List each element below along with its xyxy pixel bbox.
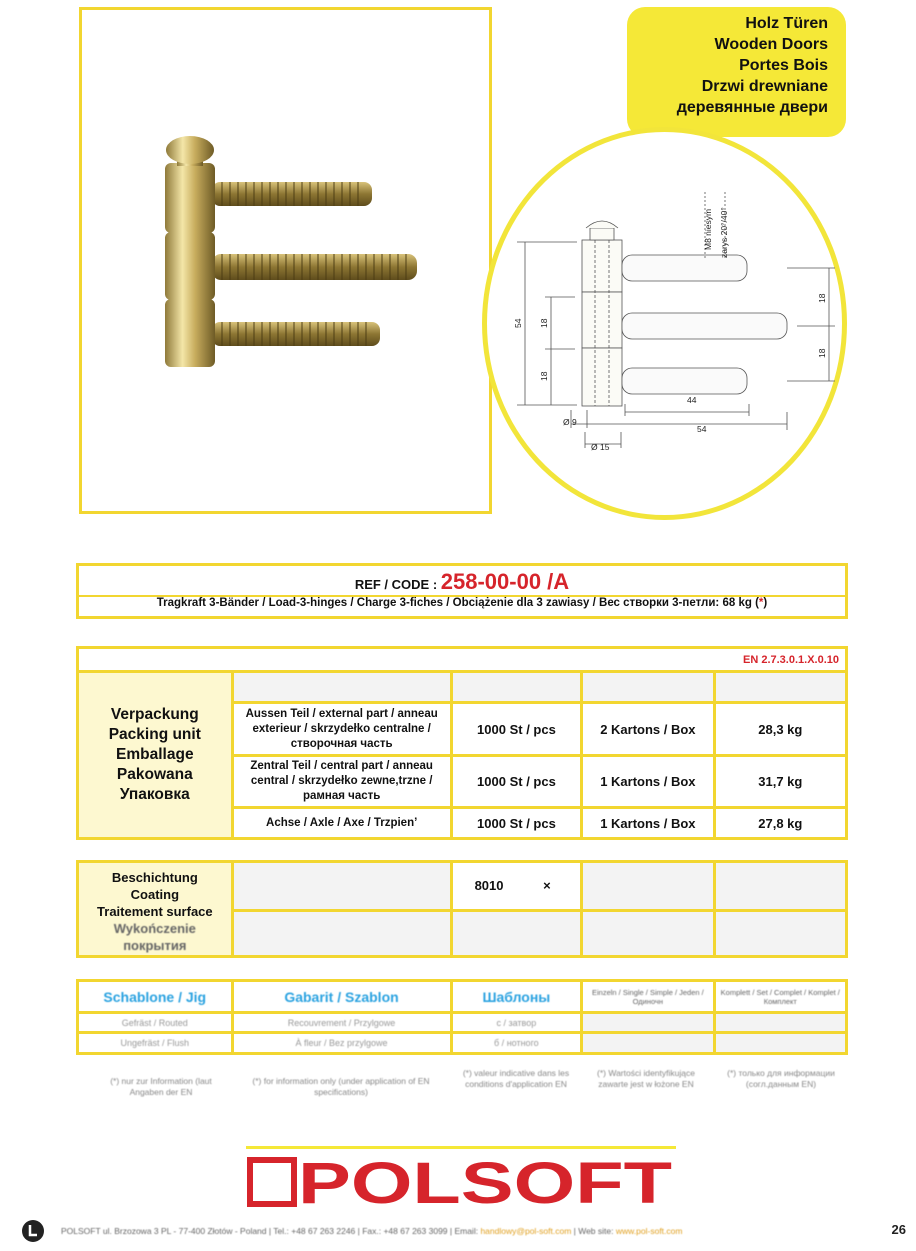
jig-cell: Ungefräst / Flush: [78, 1033, 233, 1054]
technical-drawing: [487, 132, 842, 515]
packing-label-de: Verpackung: [110, 706, 199, 723]
coating-blank: [232, 910, 451, 957]
coating-label-de: Beschichtung: [111, 870, 198, 885]
part-cell: Achse / Axle / Axe / Trzpien’: [232, 808, 451, 839]
hinge-photo: [82, 10, 489, 511]
reference-box: [76, 563, 848, 619]
coating-label-ru: покрытия: [123, 938, 187, 953]
packing-label-ru: Упаковка: [119, 786, 190, 803]
part-cell: Aussen Teil / external part / anneau exterieur / skrzydełko centralne / створочная часть: [232, 703, 451, 756]
page-number: 26: [891, 1222, 906, 1237]
load-end: ): [763, 597, 768, 609]
load-text: Tragkraft 3-Bänder / Load-3-hinges / Charge 3-fiches / Obciążenie dla 3 zawiasy / Вес створки 3-петли: 68 kg (: [156, 597, 759, 609]
packing-table: [76, 646, 848, 840]
dim-18-right-a: 18: [817, 293, 827, 303]
jig-table: [76, 979, 848, 1055]
coating-table: [76, 860, 848, 958]
packing-label-pl: Pakowana: [116, 766, 193, 783]
coating-blank: [582, 910, 714, 957]
page-footer: [21, 1218, 906, 1246]
header-blank: [714, 672, 846, 703]
coating-mark-icon: ×: [543, 878, 551, 894]
footnote-ru: (*) только для информации (согл.данным EN): [727, 1068, 835, 1089]
coating-label-cell: [78, 862, 233, 957]
ref-code: 258-00-00 /A: [440, 569, 570, 594]
table-row: [78, 1033, 847, 1054]
coating-blank: [582, 862, 714, 911]
category-fr: Portes Bois: [739, 57, 828, 74]
footer-web-label: | Web site:: [571, 1226, 616, 1236]
polsoft-logo: [246, 1152, 676, 1210]
brand-circle-icon: [21, 1219, 45, 1243]
footnote-fr: (*) valeur indicative dans les conditions d'application EN: [462, 1068, 570, 1089]
coating-blank: [451, 910, 582, 957]
product-photo-frame: [79, 7, 492, 514]
dim-54-left: 54: [513, 318, 523, 328]
footnote-en: (*) for information only (under application of EN specifications): [252, 1076, 430, 1097]
weight-cell: 28,3 kg: [714, 703, 846, 756]
jig-cell: б / нотного: [451, 1033, 582, 1054]
jig-header: Schablone / Jig: [78, 981, 233, 1013]
packing-label-en: Packing unit: [108, 726, 201, 743]
footer-web-link[interactable]: www.pol-soft.com: [615, 1226, 683, 1236]
coating-code-cell: [451, 862, 582, 911]
jig-cell: [714, 1033, 846, 1054]
jig-cell: [714, 1013, 846, 1033]
part-cell: Zentral Teil / central part / anneau central / skrzydełko zewne,trzne / рамная часть: [232, 756, 451, 808]
coating-label-en: Coating: [130, 887, 180, 902]
qty-cell: 1000 St / pcs: [451, 703, 581, 756]
coating-label-fr: Traitement surface: [97, 904, 213, 919]
dim-18-left-b: 18: [539, 371, 549, 381]
footer-address: POLSOFT ul. Brzozowa 3 PL - 77-400 Złotów - Poland | Tel.: +48 67 263 2246 | Fax.: +48 67 263 3099 | Email:: [61, 1226, 481, 1236]
box-cell: 2 Kartons / Box: [582, 703, 714, 756]
qty-cell: 1000 St / pcs: [451, 756, 581, 808]
coating-blank: [714, 862, 846, 911]
packing-label-cell: [78, 672, 233, 839]
coating-blank: [232, 862, 451, 911]
dim-15: Ø 15: [591, 442, 610, 452]
coating-blank: [714, 910, 846, 957]
category-en: Wooden Doors: [714, 36, 828, 53]
ref-code-line: [79, 569, 845, 597]
header-blank: [232, 672, 451, 703]
logo-divider: [246, 1146, 676, 1149]
load-star: *: [758, 597, 764, 609]
jig-cell: À fleur / Bez przylgowe: [232, 1033, 451, 1054]
dim-18-right-b: 18: [817, 348, 827, 358]
qty-cell: 1000 St / pcs: [451, 808, 581, 839]
weight-cell: 27,8 kg: [714, 808, 846, 839]
dim-44: 44: [687, 395, 697, 405]
footnotes: [76, 1068, 848, 1112]
category-de: Holz Türen: [745, 15, 828, 32]
jig-cell: Recouvrement / Przylgowe: [232, 1013, 451, 1033]
bolt-label-2: zarys 20°/40°: [719, 207, 729, 258]
footer-contact: [61, 1226, 682, 1236]
jig-header: Шаблоны: [451, 981, 582, 1013]
load-line: [79, 597, 845, 609]
logo-mark: [246, 1152, 676, 1210]
footer-email-link[interactable]: handlowy@pol-soft.com: [480, 1226, 572, 1236]
dim-54-bottom: 54: [697, 424, 707, 434]
jig-header: Einzeln / Single / Simple / Jeden / Одиночн: [582, 981, 714, 1013]
weight-cell: 31,7 kg: [714, 756, 846, 808]
box-cell: 1 Kartons / Box: [582, 756, 714, 808]
jig-header: Komplett / Set / Complet / Komplet / Комплект: [714, 981, 846, 1013]
table-row: [78, 1013, 847, 1033]
category-pl: Drzwi drewniane: [701, 78, 828, 95]
en-code: EN 2.7.3.0.1.X.0.10: [78, 648, 847, 672]
jig-cell: [582, 1013, 714, 1033]
bolt-label-1: M8 niesym: [703, 208, 713, 250]
jig-cell: Gefräst / Routed: [78, 1013, 233, 1033]
category-ru: деревянные двери: [676, 99, 828, 116]
dim-18-left-a: 18: [539, 318, 549, 328]
logo-text: POLSOFT: [298, 1152, 672, 1210]
coating-code: 8010: [474, 878, 504, 894]
header-blank: [582, 672, 714, 703]
jig-header: Gabarit / Szablon: [232, 981, 451, 1013]
coating-label-pl: Wykończenie: [113, 921, 196, 936]
technical-drawing-circle: [482, 127, 847, 520]
header-blank: [451, 672, 581, 703]
ref-prefix: REF / CODE :: [354, 577, 441, 592]
packing-label-fr: Emballage: [116, 746, 194, 763]
box-cell: 1 Kartons / Box: [582, 808, 714, 839]
footnote-de: (*) nur zur Information (laut Angaben der EN: [110, 1076, 212, 1097]
footnote-pl: (*) Wartości identyfikujące zawarte jest w łożone EN: [597, 1068, 695, 1089]
dim-9: Ø 9: [563, 417, 577, 427]
product-category-tab: [627, 7, 846, 137]
jig-cell: [582, 1033, 714, 1054]
jig-cell: с / затвор: [451, 1013, 582, 1033]
